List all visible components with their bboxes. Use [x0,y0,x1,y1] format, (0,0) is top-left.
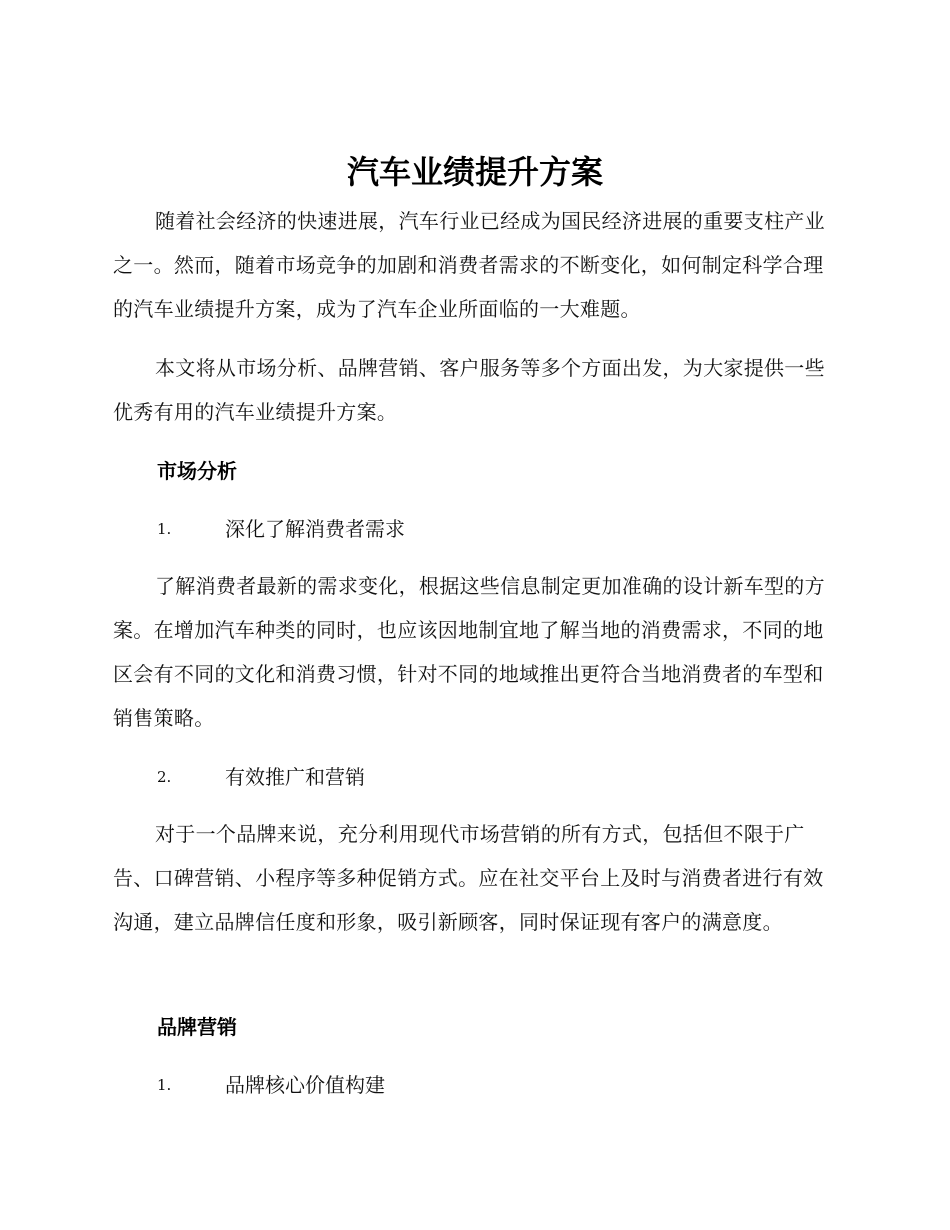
document-title: 汽车业绩提升方案 [346,153,603,191]
list-number: 2. [157,768,172,786]
paragraph-consumer-needs: 了解消费者最新的需求变化，根据这些信息制定更加准确的设计新车型的方案。在增加汽车种类的同时，也应该因地制宜地了解当地的消费需求，不同的地区会有不同的文化和消费习惯，针对不同的地域推出更符合当地消费者的车型和销售策略。 [113,574,825,730]
list-item-title: 有效推广和营销 [225,765,365,789]
intro-paragraph-2: 本文将从市场分析、品牌营销、客户服务等多个方面出发，为大家提供一些优秀有用的汽车业绩提升方案。 [113,356,825,424]
list-item-title: 深化了解消费者需求 [225,517,405,541]
list-item-title: 品牌核心价值构建 [225,1073,385,1097]
section-heading-market-analysis: 市场分析 [157,459,237,483]
list-number: 1. [157,1076,172,1094]
list-number: 1. [157,520,172,538]
section-heading-brand-marketing: 品牌营销 [157,1015,237,1039]
paragraph-promotion: 对于一个品牌来说，充分利用现代市场营销的所有方式，包括但不限于广告、口碑营销、小程序等多种促销方式。应在社交平台上及时与消费者进行有效沟通，建立品牌信任度和形象，吸引新顾客，同时保证现有客户的满意度。 [113,822,824,934]
intro-paragraph-1: 随着社会经济的快速进展，汽车行业已经成为国民经济进展的重要支柱产业之一。然而，随着市场竞争的加剧和消费者需求的不断变化，如何制定科学合理的汽车业绩提升方案，成为了汽车企业所面临的一大难题。 [113,209,825,321]
